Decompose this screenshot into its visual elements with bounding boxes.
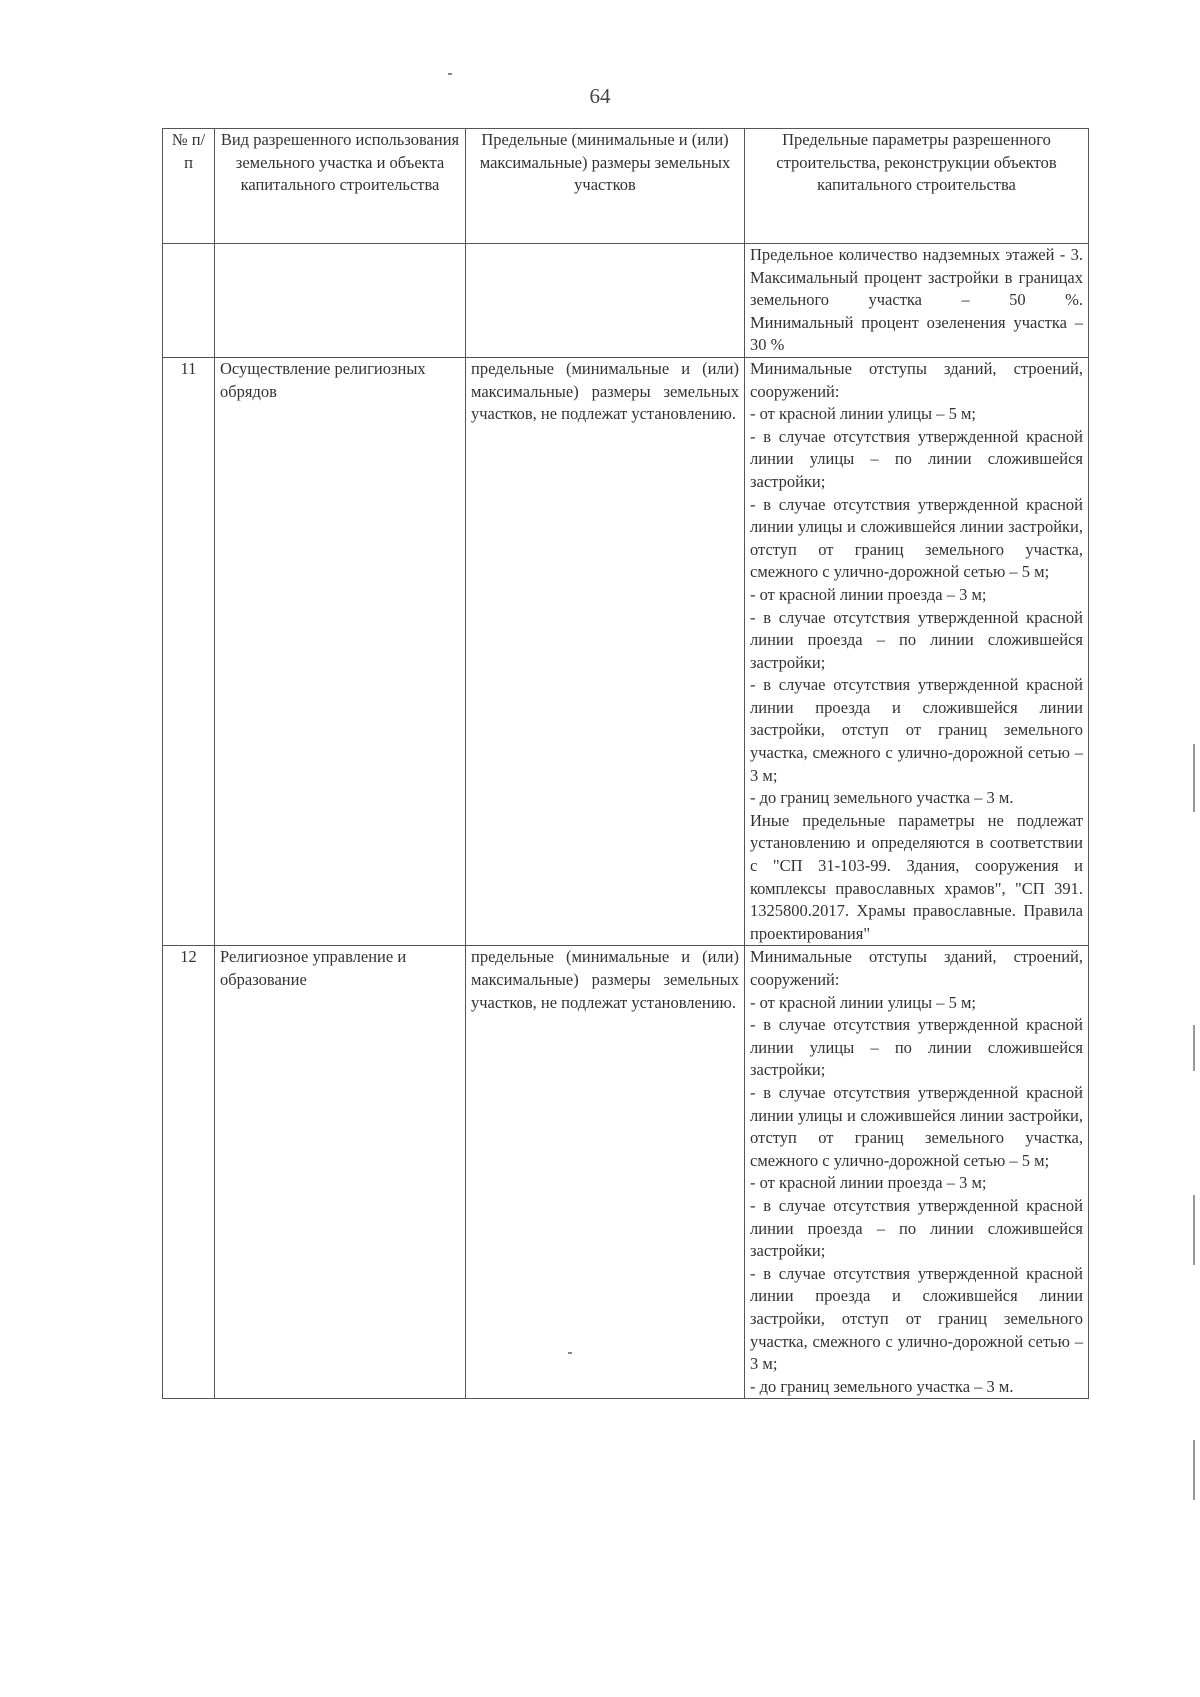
param-line: - от красной линии проезда – 3 м; (750, 584, 987, 604)
param-line: - в случае отсутствия утвержденной красной линии улицы и сложившейся линии застройки, отступ от границ земельного участка, смежного с улично-дорожной сетью – 5 м; (750, 494, 1083, 582)
param-line: - в случае отсутствия утвержденной красной линии проезда и сложившейся линии застройки, отступ от границ земельного участка, смежного с улично-дорожной сетью – 3 м; (750, 675, 1083, 785)
param-line: Максимальный процент застройки в границах земельного участка – 50 %. (750, 267, 1083, 310)
param-line: - в случае отсутствия утвержденной красной линии проезда – по линии сложившейся застройки; (750, 1195, 1083, 1261)
row-usage-type (215, 244, 466, 358)
header-build-params: Предельные параметры разрешенного строительства, реконструкции объектов капитального строительства (745, 129, 1089, 244)
param-line: - от красной линии проезда – 3 м; (750, 1173, 987, 1193)
scan-edge-line (1193, 1025, 1195, 1071)
table-header-row (163, 129, 1089, 244)
scan-edge-line (1193, 1195, 1195, 1265)
header-number: № п/п (163, 129, 215, 244)
param-line: - от красной линии улицы – 5 м; (750, 404, 977, 424)
header-plot-size: Предельные (минимальные и (или) максимальные) размеры земельных участков (466, 129, 745, 244)
param-line: Иные предельные параметры не подлежат установлению и определяются в соответствии с "СП 31-103-99. Здания, сооружения и комплексы православных храмов", "СП 391. 1325800.2017. Храмы православные. Правила проектирования" (750, 810, 1083, 943)
param-line: - до границ земельного участка – 3 м. (750, 788, 1014, 808)
param-line: - в случае отсутствия утвержденной красной линии улицы – по линии сложившейся застройки; (750, 426, 1083, 491)
row-usage-type: Религиозное управление и образование (215, 946, 466, 1399)
table-row (163, 357, 1089, 945)
row-number (163, 244, 215, 358)
param-line: - в случае отсутствия утвержденной красной линии улицы – по линии сложившейся застройки; (750, 1015, 1083, 1080)
row-number: 12 (163, 946, 215, 1399)
param-line: - от красной линии улицы – 5 м; (750, 992, 977, 1012)
param-line: - до границ земельного участка – 3 м. (750, 1376, 1014, 1396)
header-usage-type: Вид разрешенного использования земельного участка и объекта капитального строительства (215, 129, 466, 244)
page-number: 64 (589, 84, 611, 108)
row-plot-size (466, 244, 745, 358)
zoning-parameters-table (162, 128, 1089, 1399)
param-line: Минимальные отступы зданий, строений, сооружений: (750, 947, 1083, 989)
row-build-params (745, 357, 1089, 945)
scan-speck (448, 73, 452, 75)
param-line: - в случае отсутствия утвержденной красной линии проезда – по линии сложившейся застройки; (750, 607, 1083, 672)
param-line: Предельное количество надземных этажей - 3. (750, 245, 1083, 264)
table-row (163, 244, 1089, 358)
scan-edge-line (1193, 744, 1195, 812)
param-line: - в случае отсутствия утвержденной красной линии проезда и сложившейся линии застройки, отступ от границ земельного участка, смежного с улично-дорожной сетью – 3 м; (750, 1263, 1083, 1374)
param-line: Минимальный процент озеленения участка – 30 % (750, 312, 1083, 355)
table-row (163, 946, 1089, 1399)
param-line: - в случае отсутствия утвержденной красной линии улицы и сложившейся линии застройки, отступ от границ земельного участка, смежного с улично-дорожной сетью – 5 м; (750, 1082, 1083, 1170)
row-build-params (745, 946, 1089, 1399)
row-plot-size: предельные (минимальные и (или) максимальные) размеры земельных участков, не подлежат установлению. (466, 946, 745, 1399)
row-build-params (745, 244, 1089, 358)
param-line: Минимальные отступы зданий, строений, сооружений: (750, 358, 1083, 401)
scan-edge-line (1193, 1440, 1195, 1500)
row-usage-type: Осуществление религиозных обрядов (215, 357, 466, 945)
row-number: 11 (163, 357, 215, 945)
row-plot-size: предельные (минимальные и (или) максимальные) размеры земельных участков, не подлежат установлению. (466, 357, 745, 945)
